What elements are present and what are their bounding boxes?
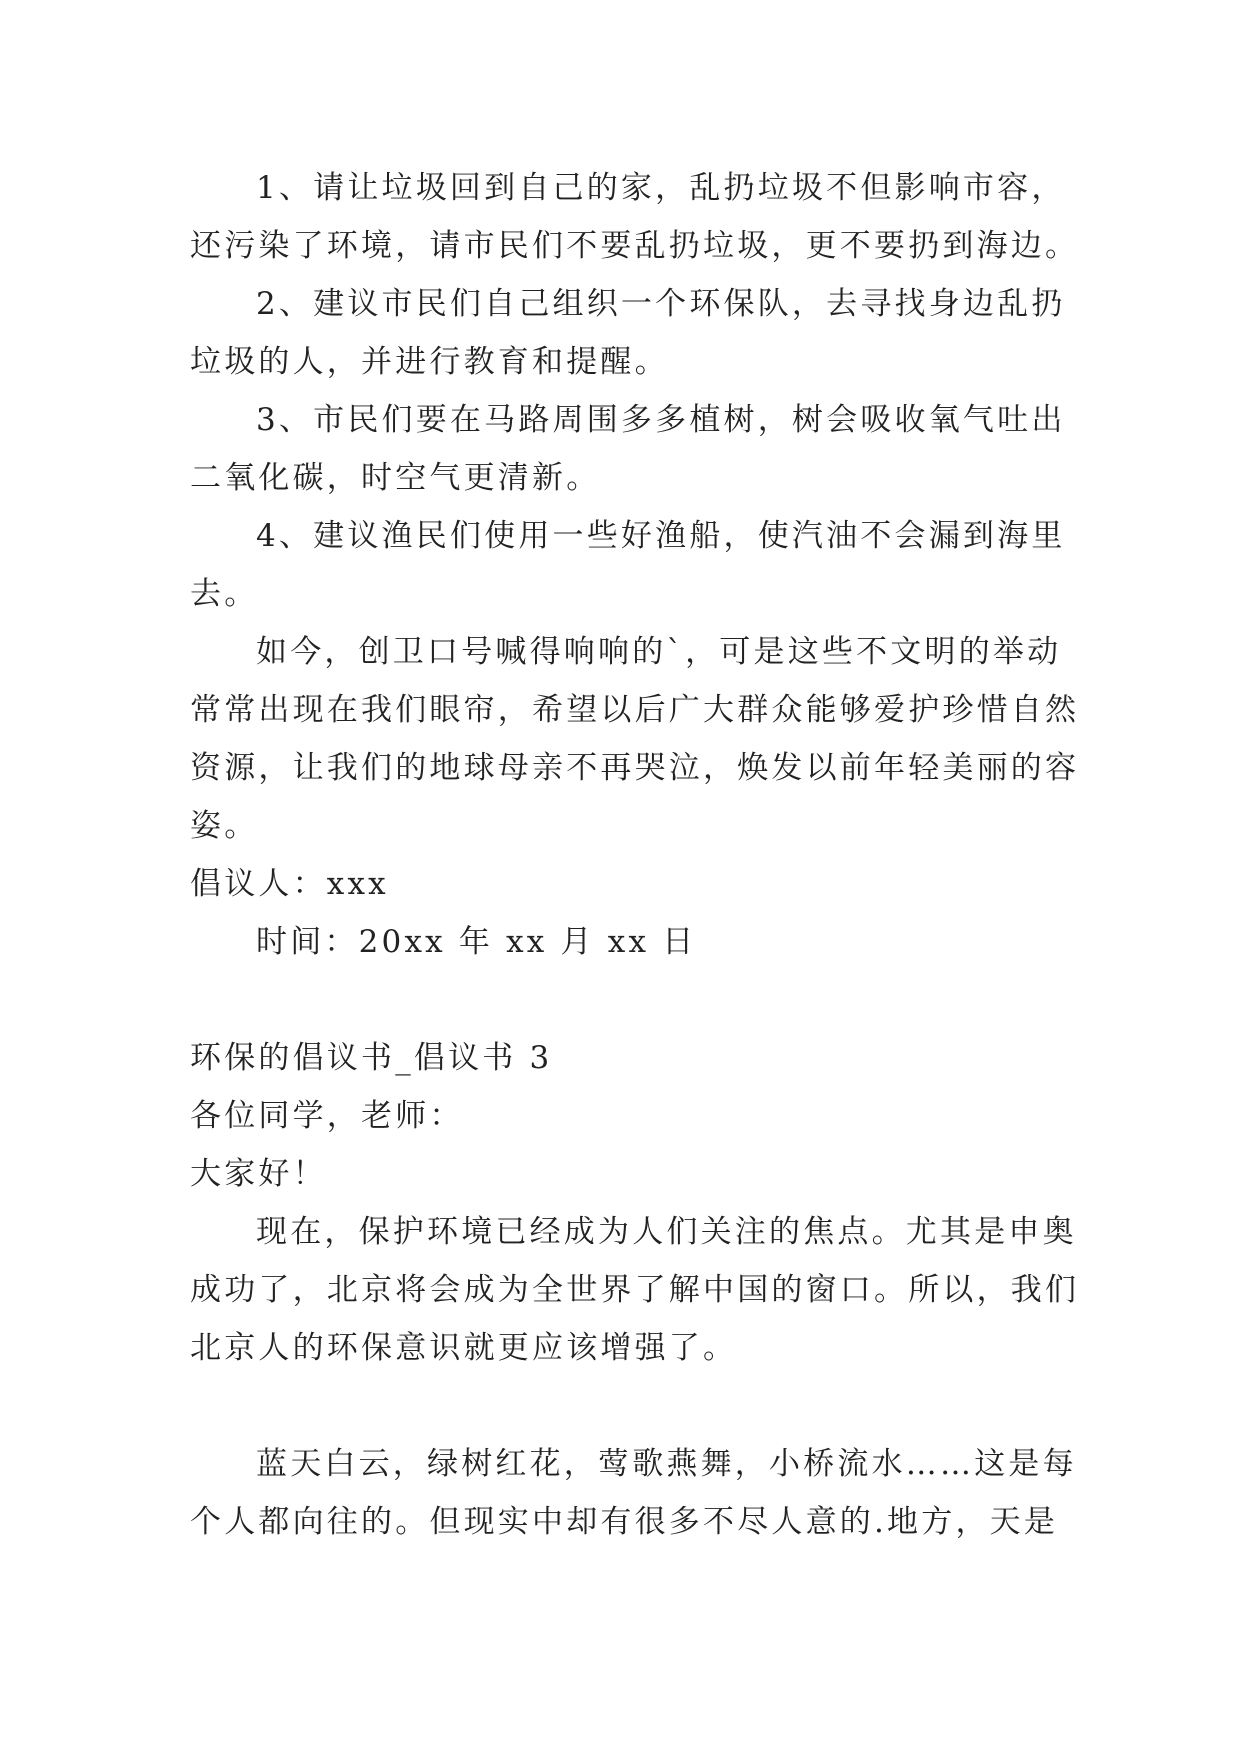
paragraph-5-line-2: 常常出现在我们眼帘，希望以后广大群众能够爱护珍惜自然 xyxy=(190,692,1080,728)
paragraph-6-line-2: 成功了，北京将会成为全世界了解中国的窗口。所以，我们 xyxy=(190,1272,1080,1308)
paragraph-6-line-3: 北京人的环保意识就更应该增强了。 xyxy=(190,1330,738,1366)
paragraph-5-line-4: 姿。 xyxy=(190,808,259,844)
section-title: 环保的倡议书_倡议书 3 xyxy=(190,1040,553,1076)
paragraph-3-line-1: 3、市民们要在马路周围多多植树，树会吸收氧气吐出 xyxy=(256,402,1066,438)
paragraph-3-line-2: 二氧化碳，时空气更清新。 xyxy=(190,460,601,496)
paragraph-1-line-1: 1、请让垃圾回到自己的家，乱扔垃圾不但影响市容， xyxy=(256,170,1066,206)
paragraph-4-line-1: 4、建议渔民们使用一些好渔船，使汽油不会漏到海里 xyxy=(256,518,1066,554)
paragraph-7-line-1: 蓝天白云，绿树红花，莺歌燕舞，小桥流水……这是每 xyxy=(256,1446,1077,1482)
paragraph-1-line-2: 还污染了环境，请市民们不要乱扔垃圾，更不要扔到海边。 xyxy=(190,228,1080,264)
paragraph-2-line-2: 垃圾的人，并进行教育和提醒。 xyxy=(190,344,669,380)
salutation: 各位同学，老师： xyxy=(190,1098,464,1134)
proposer-line: 倡议人：xxx xyxy=(190,866,389,902)
paragraph-5-line-3: 资源，让我们的地球母亲不再哭泣，焕发以前年轻美丽的容 xyxy=(190,750,1080,786)
paragraph-4-line-2: 去。 xyxy=(190,576,259,612)
paragraph-7-line-2: 个人都向往的。但现实中却有很多不尽人意的.地方，天是 xyxy=(190,1504,1059,1540)
paragraph-5-line-1: 如今，创卫口号喊得响响的`，可是这些不文明的举动 xyxy=(256,634,1062,670)
date-line: 时间：20xx 年 xx 月 xx 日 xyxy=(256,924,697,960)
paragraph-6-line-1: 现在，保护环境已经成为人们关注的焦点。尤其是申奥 xyxy=(256,1214,1077,1250)
paragraph-2-line-1: 2、建议市民们自己组织一个环保队，去寻找身边乱扔 xyxy=(256,286,1066,322)
greeting: 大家好！ xyxy=(190,1156,327,1192)
